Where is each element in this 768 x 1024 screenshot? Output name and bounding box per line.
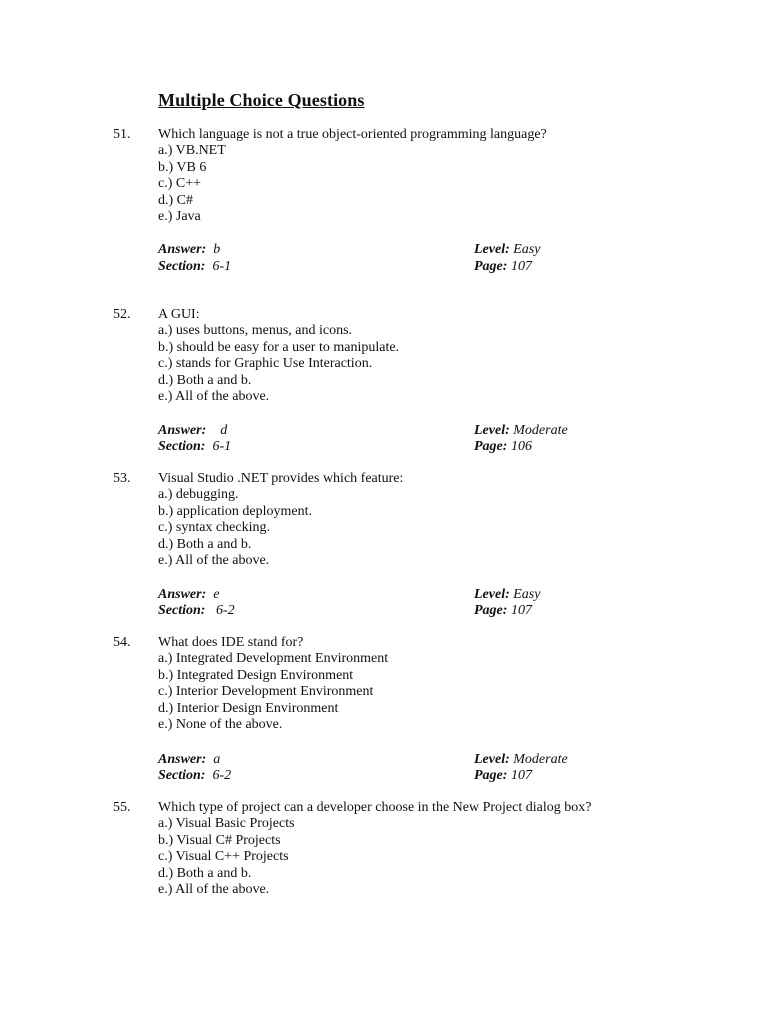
answer-label: Answer:: [158, 423, 207, 438]
section-label: Section:: [158, 603, 206, 618]
question-number: 54.: [113, 635, 131, 650]
section-label: Section:: [158, 768, 206, 783]
option-e: e.) All of the above.: [158, 388, 270, 404]
option-c: c.) Visual C++ Projects: [158, 849, 289, 865]
option-a: a.) debugging.: [158, 487, 239, 503]
option-list: [158, 323, 399, 405]
page-label: Page:: [474, 259, 508, 274]
option-e: e.) All of the above.: [158, 881, 270, 897]
question-number: 55.: [113, 800, 131, 815]
option-d: d.) C#: [158, 192, 193, 208]
option-d: d.) Both a and b.: [158, 865, 252, 881]
section-line: [158, 439, 231, 455]
option-b: b.) VB 6: [158, 159, 207, 175]
level-value: Moderate: [513, 752, 568, 767]
question-number: 51.: [113, 127, 131, 142]
level-line: [474, 242, 540, 258]
page-title: Multiple Choice Questions: [158, 90, 365, 110]
option-list: [158, 487, 312, 569]
option-c: c.) stands for Graphic Use Interaction.: [158, 356, 373, 372]
question-text: What does IDE stand for?: [158, 635, 304, 650]
level-value: Moderate: [513, 423, 568, 438]
level-value: Easy: [513, 587, 541, 602]
question-text: A GUI:: [158, 307, 200, 322]
page-value: 107: [510, 259, 532, 274]
level-label: Level:: [474, 242, 510, 257]
option-b: b.) Visual C# Projects: [158, 832, 281, 848]
option-list: [158, 816, 295, 898]
page-value: 107: [510, 603, 532, 618]
option-e: e.) None of the above.: [158, 716, 283, 732]
option-d: d.) Interior Design Environment: [158, 700, 339, 716]
question-text: Which language is not a true object-oriented programming language?: [158, 127, 547, 142]
option-c: c.) C++: [158, 176, 202, 192]
option-a: a.) Visual Basic Projects: [158, 816, 295, 832]
level-label: Level:: [474, 752, 510, 767]
answer-label: Answer:: [158, 242, 207, 257]
answer-value: e: [213, 587, 220, 602]
section-line: [158, 768, 231, 784]
question-number: 52.: [113, 307, 131, 322]
page-line: [474, 439, 532, 455]
option-c: c.) syntax checking.: [158, 520, 270, 536]
question-text: Visual Studio .NET provides which feature:: [158, 471, 404, 486]
section-value: 6-2: [212, 768, 232, 783]
level-label: Level:: [474, 423, 510, 438]
option-d: d.) Both a and b.: [158, 372, 252, 388]
page-label: Page:: [474, 603, 508, 618]
option-b: b.) should be easy for a user to manipulate.: [158, 339, 400, 355]
option-b: b.) application deployment.: [158, 503, 312, 519]
option-e: e.) Java: [158, 208, 201, 224]
section-line: [158, 259, 231, 275]
option-c: c.) Interior Development Environment: [158, 684, 374, 700]
answer-label: Answer:: [158, 587, 207, 602]
page-line: [474, 768, 532, 784]
page-value: 106: [510, 439, 532, 454]
section-label: Section:: [158, 439, 206, 454]
page-label: Page:: [474, 439, 508, 454]
section-label: Section:: [158, 259, 206, 274]
answer-line: [158, 587, 219, 603]
answer-value: d: [220, 423, 228, 438]
option-e: e.) All of the above.: [158, 552, 270, 568]
level-line: [474, 752, 568, 768]
option-a: a.) uses buttons, menus, and icons.: [158, 323, 353, 339]
option-list: [158, 651, 388, 733]
answer-label: Answer:: [158, 752, 207, 767]
page-value: 107: [510, 768, 532, 783]
option-b: b.) Integrated Design Environment: [158, 667, 354, 683]
answer-line: [158, 752, 220, 768]
answer-line: [158, 423, 227, 439]
page-line: [474, 603, 532, 619]
option-d: d.) Both a and b.: [158, 536, 252, 552]
answer-value: b: [213, 242, 221, 257]
question-number: 53.: [113, 471, 131, 486]
option-a: a.) VB.NET: [158, 143, 226, 159]
section-value: 6-1: [212, 439, 232, 454]
level-label: Level:: [474, 587, 510, 602]
page-label: Page:: [474, 768, 508, 783]
level-line: [474, 423, 568, 439]
answer-value: a: [213, 752, 221, 767]
level-value: Easy: [513, 242, 541, 257]
option-list: [158, 143, 226, 225]
page-line: [474, 259, 532, 275]
option-a: a.) Integrated Development Environment: [158, 651, 389, 667]
section-line: [158, 603, 235, 619]
answer-line: [158, 242, 220, 258]
section-value: 6-2: [215, 603, 235, 618]
question-text: Which type of project can a developer choose in the New Project dialog box?: [158, 800, 592, 815]
section-value: 6-1: [212, 259, 232, 274]
level-line: [474, 587, 540, 603]
